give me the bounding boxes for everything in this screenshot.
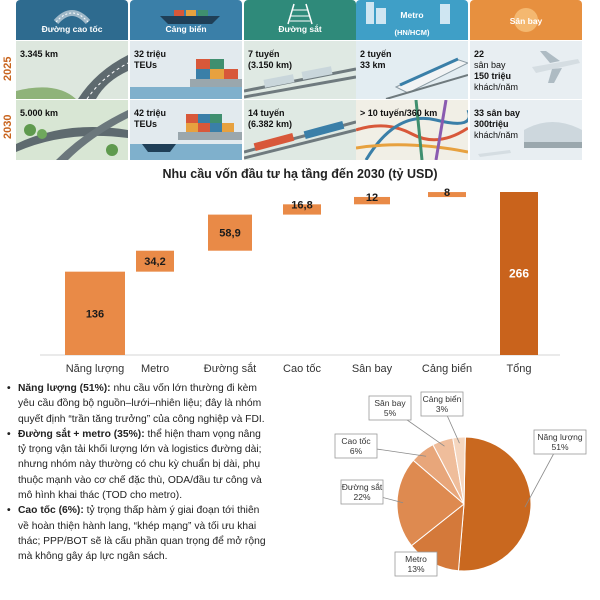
waterfall-value-label-5: 8: [443, 187, 451, 200]
railway-header: [244, 0, 356, 40]
highway-header: [16, 0, 128, 40]
metro-2025-cell: [356, 41, 468, 99]
pie-slice-name-4: Sân bay: [374, 398, 406, 408]
pie-slice-percent-1: 13%: [407, 564, 425, 574]
waterfall-chart: [0, 180, 600, 380]
waterfall-category-label-2: Đường sắt: [203, 363, 257, 375]
highway-2025-value: 3.345 km: [20, 49, 59, 59]
pie-slice-name-0: Năng lượng: [537, 432, 583, 442]
pie-slice-name-5: Cảng biển: [422, 394, 462, 404]
airport-header: [470, 0, 582, 40]
pie-slice-name-1: Metro: [405, 554, 427, 564]
highway-2025-cell: [16, 41, 128, 99]
column-metro: [356, 0, 468, 162]
infrastructure-grid: [0, 0, 600, 162]
metro-subtitle: (HN/HCM): [394, 28, 430, 37]
pie-slice-0: [458, 437, 531, 571]
airport-2030-cell: [470, 100, 582, 160]
bullet-energy: • Năng lượng (51%): nhu cầu vốn lớn thường đi kèm yêu cầu đồng bộ nguồn–lưới–nhiên liệu; đây là nhóm quyết định “trần tăng trưởng” của công nghiệp và FDI.: [6, 381, 334, 427]
airport-2030-value: 33 sân bay 300triệu khách/năm: [474, 108, 521, 140]
seaport-2025-value: 32 triệu TEUs: [134, 49, 167, 70]
year-label-2030: 2030: [2, 114, 14, 140]
railway-title: Đường sắt: [278, 24, 322, 34]
pie-slice-percent-0: 51%: [551, 442, 569, 452]
railway-2030-value: 14 tuyến (6.382 km): [248, 108, 293, 129]
seaport-2030-cell: [130, 100, 242, 160]
pie-chart: [334, 384, 600, 600]
waterfall-value-label-3: 16,8: [291, 199, 313, 212]
waterfall-value-label-6: 266: [508, 266, 530, 281]
waterfall-category-label-3: Cao tốc: [283, 363, 321, 375]
pie-slice-percent-3: 6%: [349, 446, 363, 456]
waterfall-value-label-2: 58,9: [219, 227, 241, 240]
waterfall-category-label-4: Sân bay: [351, 363, 393, 375]
railway-2025-cell: [244, 41, 356, 99]
seaport-2025-cell: [130, 41, 242, 99]
metro-title: Metro: [400, 10, 424, 20]
pie-slice-name-2: Đường sắt: [341, 482, 383, 492]
highway-road-icon: [16, 0, 128, 40]
waterfall-value-label-4: 12: [365, 191, 379, 204]
highway-2030-value: 5.000 km: [20, 108, 59, 118]
metro-2025-value: 2 tuyến 33 km: [360, 49, 392, 70]
metro-2030-value: > 10 tuyến/360 km: [360, 108, 438, 118]
railway-2030-cell: [244, 100, 356, 160]
railway-track-icon: [244, 0, 356, 40]
waterfall-value-label-0: 136: [85, 308, 105, 321]
year-label-2025: 2025: [2, 56, 14, 82]
column-airport: [470, 0, 582, 162]
column-highway: [16, 0, 128, 162]
waterfall-category-label-1: Metro: [140, 363, 170, 375]
column-seaport: [130, 0, 242, 162]
seaport-header: [130, 0, 242, 40]
seaport-title: Cảng biển: [165, 24, 207, 34]
pie-slice-percent-2: 22%: [353, 492, 371, 502]
airport-2025-value: 22 sân bay 150 triệu khách/năm: [474, 49, 519, 92]
highway-2030-cell: [16, 100, 128, 160]
waterfall-category-label-6: Tổng: [506, 363, 532, 375]
column-railway: [244, 0, 356, 162]
waterfall-category-label-5: Cảng biển: [421, 363, 473, 375]
railway-2025-value: 7 tuyến (3.150 km): [248, 49, 293, 70]
analysis-bullets: [6, 381, 334, 565]
pie-slice-name-3: Cao tốc: [341, 436, 371, 446]
pie-slice-percent-4: 5%: [383, 408, 397, 418]
airport-title: Sân bay: [509, 16, 543, 26]
seaport-2030-value: 42 triệu TEUs: [134, 108, 167, 129]
bullet-highway: • Cao tốc (6%): tỷ trọng thấp hàm ý giai đoạn tới thiên về hoàn thiện hành lang, “khép mạng” và tối ưu khai thác; PPP/BOT sẽ là cấu phần quan trọng để mở rộng mà không gây áp lực ngân sách.: [6, 503, 334, 564]
waterfall-value-label-1: 34,2: [144, 256, 166, 269]
airport-2025-cell: [470, 41, 582, 99]
metro-2030-cell: [356, 100, 468, 160]
bullet-rail-metro: • Đường sắt + metro (35%): thể hiện tham vọng nâng tỷ trọng vận tải khối lượng lớn và logistics đường dài; nhưng nhóm này thường có chu kỳ chuẩn bị dài, phụ thuộc mạnh vào cơ chế đặc thù, ODA/đầu tư công và mô hình khai thác (TOD cho metro).: [6, 427, 334, 503]
ship-icon: [130, 0, 242, 40]
pie-slice-percent-5: 3%: [435, 404, 449, 414]
highway-title: Đường cao tốc: [41, 24, 103, 34]
metro-header: [356, 0, 468, 40]
waterfall-category-label-0: Năng lượng: [65, 363, 125, 375]
waterfall-title: Nhu cầu vốn đầu tư hạ tầng đến 2030 (tỷ USD): [162, 167, 438, 181]
